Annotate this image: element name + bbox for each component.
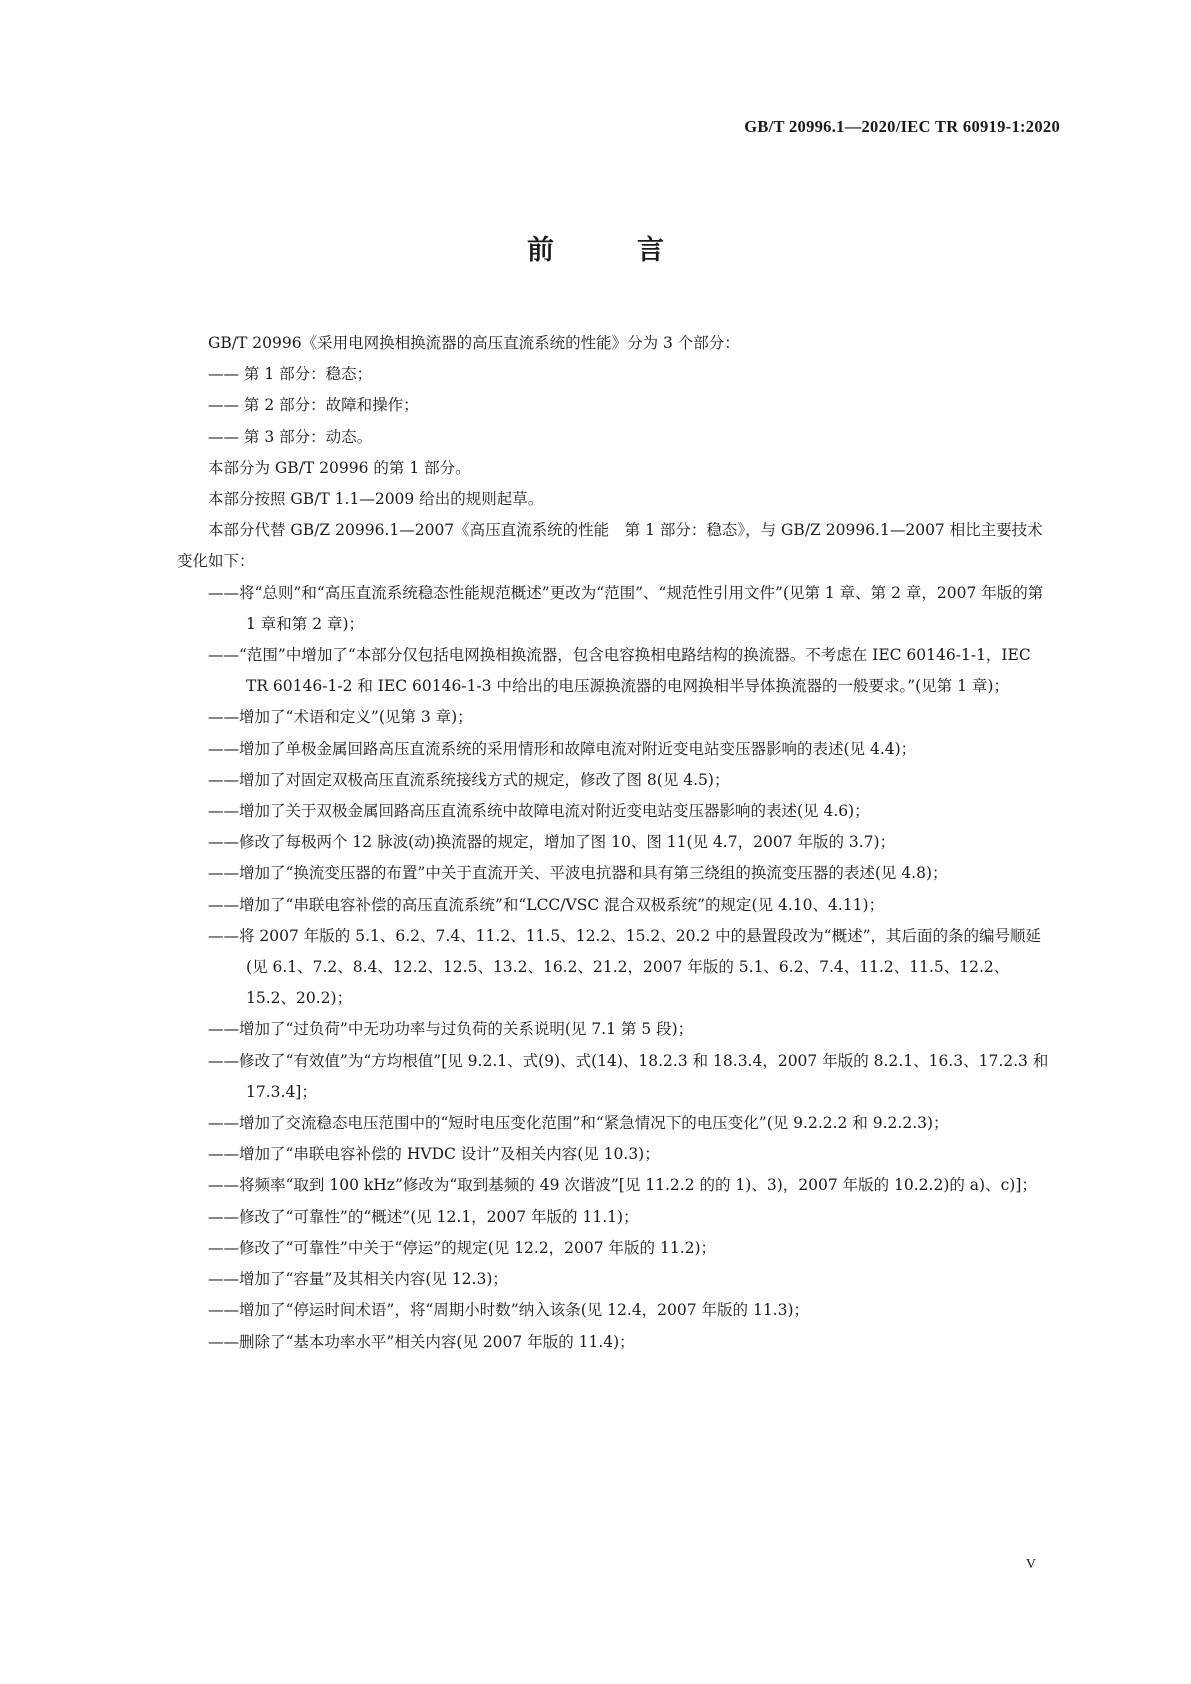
change-item: ——增加了交流稳态电压范围中的“短时电压变化范围”和“紧急情况下的电压变化”(见 9.2.2.2 和 9.2.2.3)；: [208, 1114, 949, 1133]
page-number: V: [1025, 1557, 1036, 1572]
change-item: ——增加了“术语和定义”(见第 3 章)；: [208, 708, 473, 727]
part-item: —— 第 1 部分：稳态；: [208, 365, 373, 384]
change-item: ——修改了“有效值”为“方均根值”[见 9.2.1、式(9)、式(14)、18.2.3 和 18.3.4，2007 年版的 8.2.1、16.3、17.2.3 和 17.3.4]；: [208, 1051, 1049, 1101]
standard-code: GB/T 20996.1—2020/IEC TR 60919-1:2020: [744, 117, 1060, 136]
change-item: ——增加了“过负荷”中无功功率与过负荷的关系说明(见 7.1 第 5 段)；: [208, 1020, 694, 1039]
change-item: ——修改了“可靠性”中关于“停运”的规定(见 12.2，2007 年版的 11.2)；: [208, 1238, 717, 1257]
change-item: ——将 2007 年版的 5.1、6.2、7.4、11.2、11.5、12.2、15.2、20.2 中的悬置段改为“概述”，其后面的条的编号顺延(见 6.1、7.2、8.4、12.2、12.5、13.2、16.2、21.2，2007 年版的 5.1、6.2、7.4、11.2、11.5、12.2、15.2、20.2)；: [208, 926, 1042, 1008]
part-item: —— 第 2 部分：故障和操作；: [208, 396, 419, 415]
change-item: ——增加了对固定双极高压直流系统接线方式的规定，修改了图 8(见 4.5)；: [208, 770, 730, 789]
intro-paragraph: GB/T 20996《采用电网换相换流器的高压直流系统的性能》分为 3 个部分：: [208, 334, 740, 352]
change-item: ——增加了“容量”及其相关内容(见 12.3)；: [208, 1270, 508, 1289]
change-item: ——将“总则”和“高压直流系统稳态性能规范概述”更改为“范围”、“规范性引用文件”(见第 1 章、第 2 章，2007 年版的第 1 章和第 2 章)；: [208, 583, 1044, 633]
change-item: ——增加了“串联电容补偿的高压直流系统”和“LCC/VSC 混合双极系统”的规定(见 4.10、4.11)；: [208, 895, 885, 914]
statement-paragraph: 本部分按照 GB/T 1.1—2009 给出的规则起草。: [208, 490, 544, 509]
statement-paragraph: 本部分为 GB/T 20996 的第 1 部分。: [208, 458, 471, 477]
change-item: ——增加了“换流变压器的布置”中关于直流开关、平波电抗器和具有第三绕组的换流变压器的表述(见 4.8)；: [208, 864, 948, 883]
change-item: ——增加了单极金属回路高压直流系统的采用情形和故障电流对附近变电站变压器影响的表述(见 4.4)；: [208, 739, 917, 758]
change-item: ——增加了“停运时间术语”，将“周期小时数”纳入该条(见 12.4，2007 年版的 11.3)；: [208, 1301, 810, 1320]
change-item: ——增加了“串联电容补偿的 HVDC 设计”及相关内容(见 10.3)；: [208, 1145, 660, 1164]
change-item: ——增加了关于双极金属回路高压直流系统中故障电流对附近变电站变压器影响的表述(见 4.6)；: [208, 802, 870, 821]
foreword-body: [177, 328, 1056, 1358]
change-item: ——将频率“取到 100 kHz”修改为“取到基频的 49 次谐波”[见 11.2.2 的的 1)、3)，2007 年版的 10.2.2)的 a)、c)]；: [208, 1176, 1037, 1195]
page-title: 前 言: [527, 235, 692, 266]
change-item: ——修改了每极两个 12 脉波(动)换流器的规定，增加了图 10、图 11(见 4.7，2007 年版的 3.7)；: [208, 833, 896, 852]
change-item: ——“范围”中增加了“本部分仅包括电网换相换流器，包含电容换相电路结构的换流器。不考虑在 IEC 60146-1-1，IEC TR 60146-1-2 和 IEC 60146-1-3 中给出的电压源换流器的电网换相半导体换流器的一般要求。”(见第 1 章)；: [208, 646, 1031, 696]
part-item: —— 第 3 部分：动态。: [208, 427, 373, 446]
change-item: ——修改了“可靠性”的“概述”(见 12.1，2007 年版的 11.1)；: [208, 1207, 639, 1226]
statement-paragraph: 本部分代替 GB/Z 20996.1—2007《高压直流系统的性能 第 1 部分：稳态》，与 GB/Z 20996.1—2007 相比主要技术变化如下：: [177, 521, 1043, 571]
change-item: ——删除了“基本功率水平”相关内容(见 2007 年版的 11.4)；: [208, 1332, 635, 1351]
